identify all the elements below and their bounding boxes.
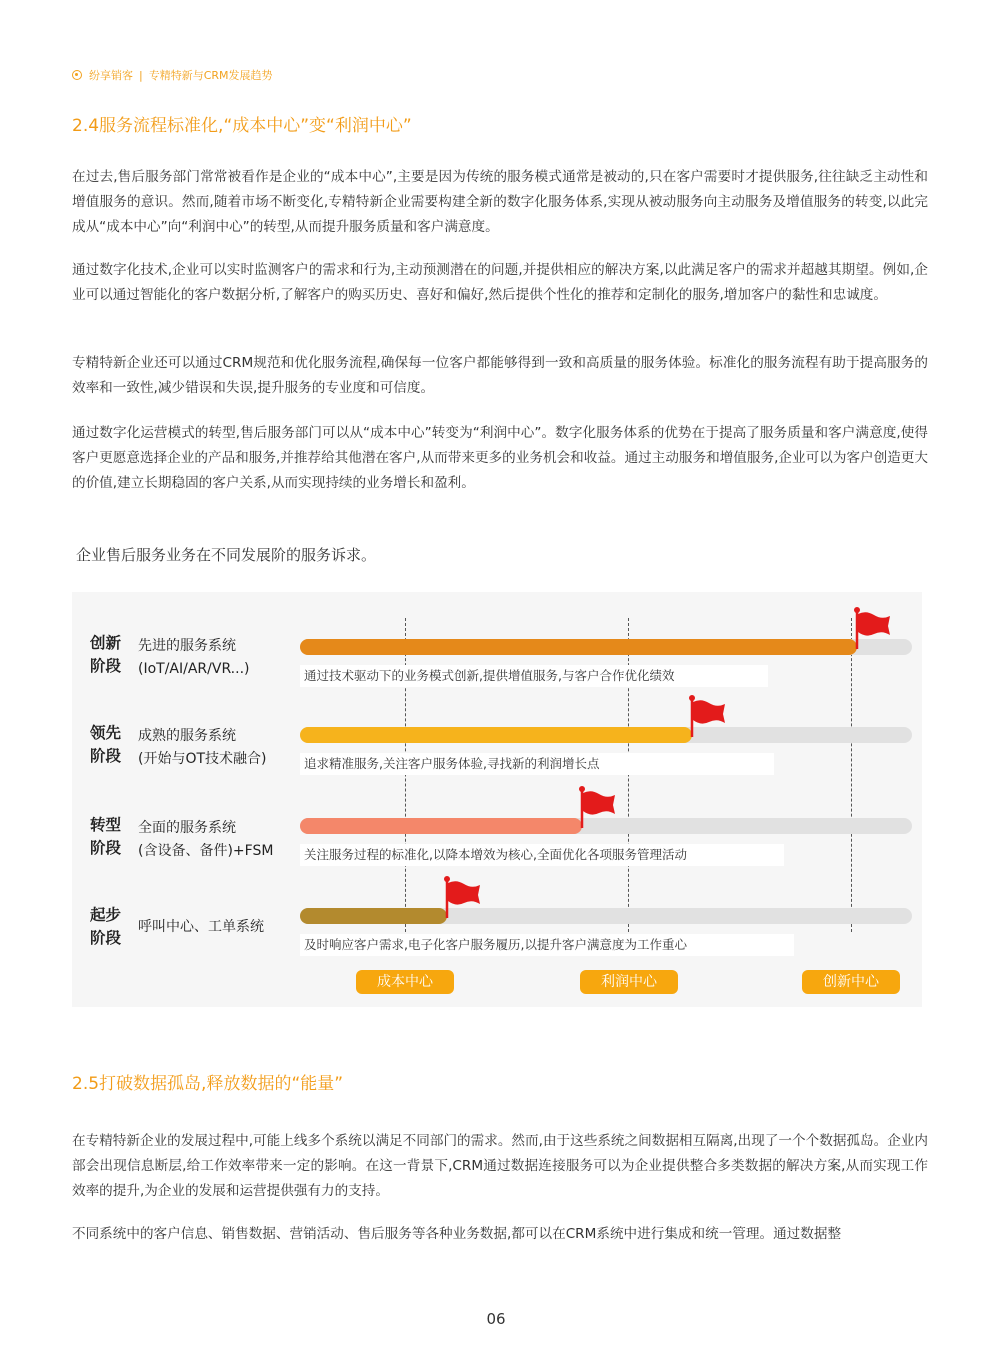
stage-description <box>138 725 267 771</box>
stage-desc-line1: 呼叫中心、工单系统 <box>138 919 264 935</box>
stage-desc-line2: (开始与OT技术融合) <box>138 751 267 767</box>
section-title-2-5: 2.5打破数据孤岛,释放数据的“能量” <box>72 1074 344 1094</box>
logo-circle-icon <box>72 70 82 80</box>
stage-desc-line1: 成熟的服务系统 <box>138 728 236 744</box>
paragraph-2: 通过数字化技术,企业可以实时监测客户的需求和行为,主动预测潜在的问题,并提供相应的解决方案,以此满足客户的需求并超越其期望。例如,企业可以通过智能化的客户数据分析,了解客户的购买历史、喜好和偏好,然后提供个性化的推荐和定制化的服务,增加客户的黏性和忠诚度。 <box>72 262 928 303</box>
red-flag-icon <box>854 607 892 651</box>
paragraph-4: 通过数字化运营模式的转型,售后服务部门可以从“成本中心”转变为“利润中心”。数字化服务体系的优势在于提高了服务质量和客户满意度,使得客户更愿意选择企业的产品和服务,并推荐给其他潜在客户,从而带来更多的业务机会和收益。通过主动服务和增值服务,企业可以为客户创造更大的价值,建立长期稳固的客户关系,从而实现持续的业务增长和盈利。 <box>72 425 928 491</box>
stage-title-line1: 领先 <box>90 724 122 742</box>
stage-desc-line2: (含设备、备件)+FSM <box>138 843 274 859</box>
stage-title <box>90 814 130 860</box>
stage-note: 追求精准服务,关注客户服务体验,寻找新的利润增长点 <box>300 753 774 775</box>
header-separator: | <box>139 68 143 82</box>
stage-desc-line1: 先进的服务系统 <box>138 638 236 654</box>
figure-caption: 企业售后服务业务在不同发展阶的服务诉求。 <box>76 546 377 564</box>
stage-note: 及时响应客户需求,电子化客户服务履历,以提升客户满意度为工作重心 <box>300 934 794 956</box>
header-title: 专精特新与CRM发展趋势 <box>148 69 273 82</box>
paragraph-5: 在专精特新企业的发展过程中,可能上线多个系统以满足不同部门的需求。然而,由于这些系统之间数据相互隔离,出现了一个个数据孤岛。企业内部会出现信息断层,给工作效率带来一定的影响。在这一背景下,CRM通过数据连接服务可以为企业提供整合多类数据的解决方案,从而实现工作效率的提升,为企业的发展和运营提供强有力的支持。 <box>72 1133 928 1199</box>
stage-title-line2: 阶段 <box>90 929 122 947</box>
stage-title-line2: 阶段 <box>90 747 122 765</box>
stage-title-line1: 转型 <box>90 816 122 834</box>
progress-fill <box>300 639 857 655</box>
stage-title-line1: 创新 <box>90 634 122 652</box>
progress-fill <box>300 727 692 743</box>
milestone-profit-center: 利润中心 <box>580 970 678 994</box>
service-stage-diagram <box>72 592 922 1007</box>
stage-description <box>138 817 273 863</box>
paragraph-3: 专精特新企业还可以通过CRM规范和优化服务流程,确保每一位客户都能够得到一致和高质量的服务体验。标准化的服务流程有助于提高服务的效率和一致性,减少错误和失误,提升服务的专业度和可信度。 <box>72 355 928 396</box>
milestone-cost-center: 成本中心 <box>356 970 454 994</box>
paragraph-1: 在过去,售后服务部门常常被看作是企业的“成本中心”,主要是因为传统的服务模式通常是被动的,只在客户需要时才提供服务,往往缺乏主动性和增值服务的意识。然而,随着市场不断变化,专精特新企业需要构建全新的数字化服务体系,实现从被动服务向主动服务及增值服务的转变,以此完成从“成本中心”向“利润中心”的转型,从而提升服务质量和客户满意度。 <box>72 169 928 235</box>
stage-title-line1: 起步 <box>90 906 122 924</box>
page-header <box>72 66 273 84</box>
header-brand: 纷享销客 <box>89 69 133 82</box>
stage-title-line2: 阶段 <box>90 839 122 857</box>
stage-note: 关注服务过程的标准化,以降本增效为核心,全面优化各项服务管理活动 <box>300 844 784 866</box>
stage-desc-line2: (IoT/AI/AR/VR...) <box>138 661 250 677</box>
progress-fill <box>300 818 582 834</box>
stage-title-line2: 阶段 <box>90 657 122 675</box>
stage-note: 通过技术驱动下的业务模式创新,提供增值服务,与客户合作优化绩效 <box>300 665 768 687</box>
stage-description <box>138 916 264 939</box>
milestone-line-innovation <box>851 618 852 932</box>
stage-desc-line1: 全面的服务系统 <box>138 820 236 836</box>
stage-title <box>90 722 130 768</box>
progress-fill <box>300 908 447 924</box>
stage-description <box>138 635 250 681</box>
red-flag-icon <box>579 786 617 830</box>
stage-title <box>90 904 130 950</box>
red-flag-icon <box>689 695 727 739</box>
paragraph-6: 不同系统中的客户信息、销售数据、营销活动、售后服务等各种业务数据,都可以在CRM系统中进行集成和统一管理。通过数据整 <box>72 1226 842 1242</box>
red-flag-icon <box>444 876 482 920</box>
stage-title <box>90 632 130 678</box>
page-number: 06 <box>486 1310 506 1328</box>
section-title-2-4: 2.4服务流程标准化,“成本中心”变“利润中心” <box>72 116 412 136</box>
milestone-innovation-center: 创新中心 <box>802 970 900 994</box>
